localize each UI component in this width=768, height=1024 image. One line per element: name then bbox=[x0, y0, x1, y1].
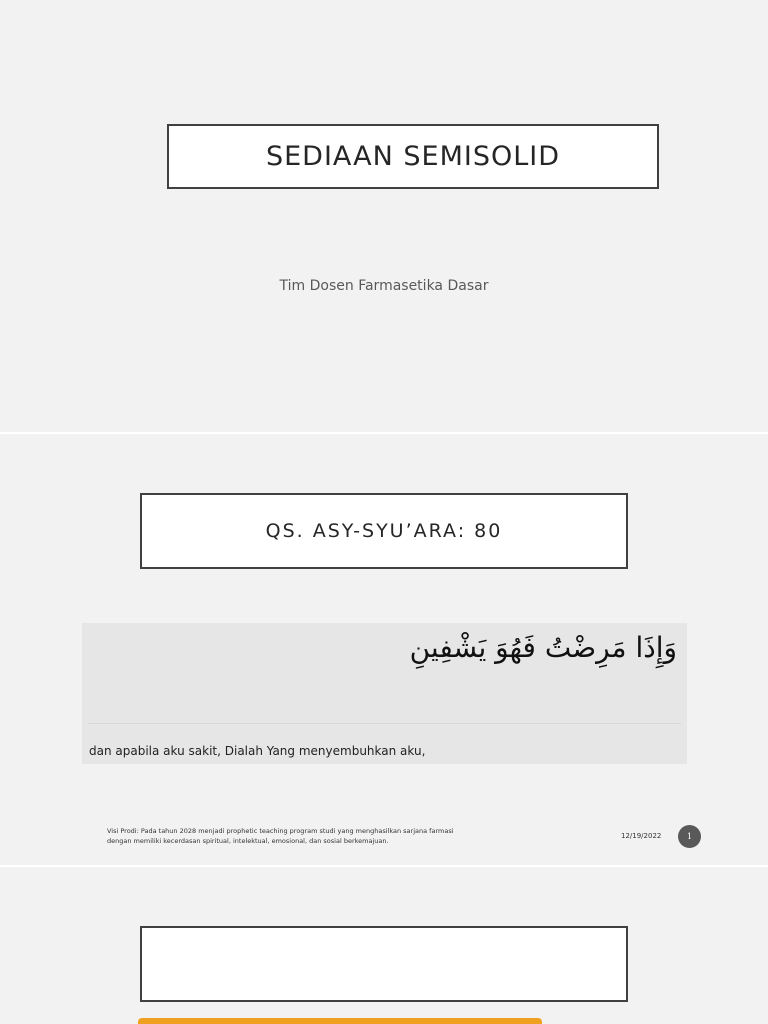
slide-2 bbox=[0, 434, 768, 865]
footer-vision-line-2: dengan memiliki kecerdasan spiritual, intelektual, emosional, dan sosial berkemajuan. bbox=[107, 837, 389, 845]
slide-title bbox=[167, 124, 659, 189]
verse-divider bbox=[88, 723, 681, 724]
slide-1 bbox=[0, 0, 768, 432]
slide-3 bbox=[0, 867, 768, 1024]
footer-vision-line-1: Visi Prodi: Pada tahun 2028 menjadi prophetic teaching program studi yang menghasilkan sarjana farmasi bbox=[107, 827, 454, 835]
slide-subtitle: Tim Dosen Farmasetika Dasar bbox=[279, 278, 489, 294]
arabic-verse: وَإِذَا مَرِضْتُ فَهُوَ يَشْفِينِ bbox=[409, 631, 677, 664]
page-number-badge bbox=[678, 825, 701, 848]
slide-title bbox=[140, 926, 628, 1002]
footer-date: 12/19/2022 bbox=[621, 832, 662, 840]
slide-title-text: QS. ASY-SYU’ARA: 80 bbox=[265, 520, 503, 542]
accent-bar bbox=[138, 1018, 542, 1024]
verse-panel bbox=[82, 623, 687, 764]
verse-translation: dan apabila aku sakit, Dialah Yang menyembuhkan aku, bbox=[89, 744, 426, 758]
footer-vision bbox=[107, 826, 487, 846]
page-number: 1 bbox=[686, 832, 693, 841]
slide-title-text: SEDIAAN SEMISOLID bbox=[265, 141, 561, 172]
slide-title bbox=[140, 493, 628, 569]
